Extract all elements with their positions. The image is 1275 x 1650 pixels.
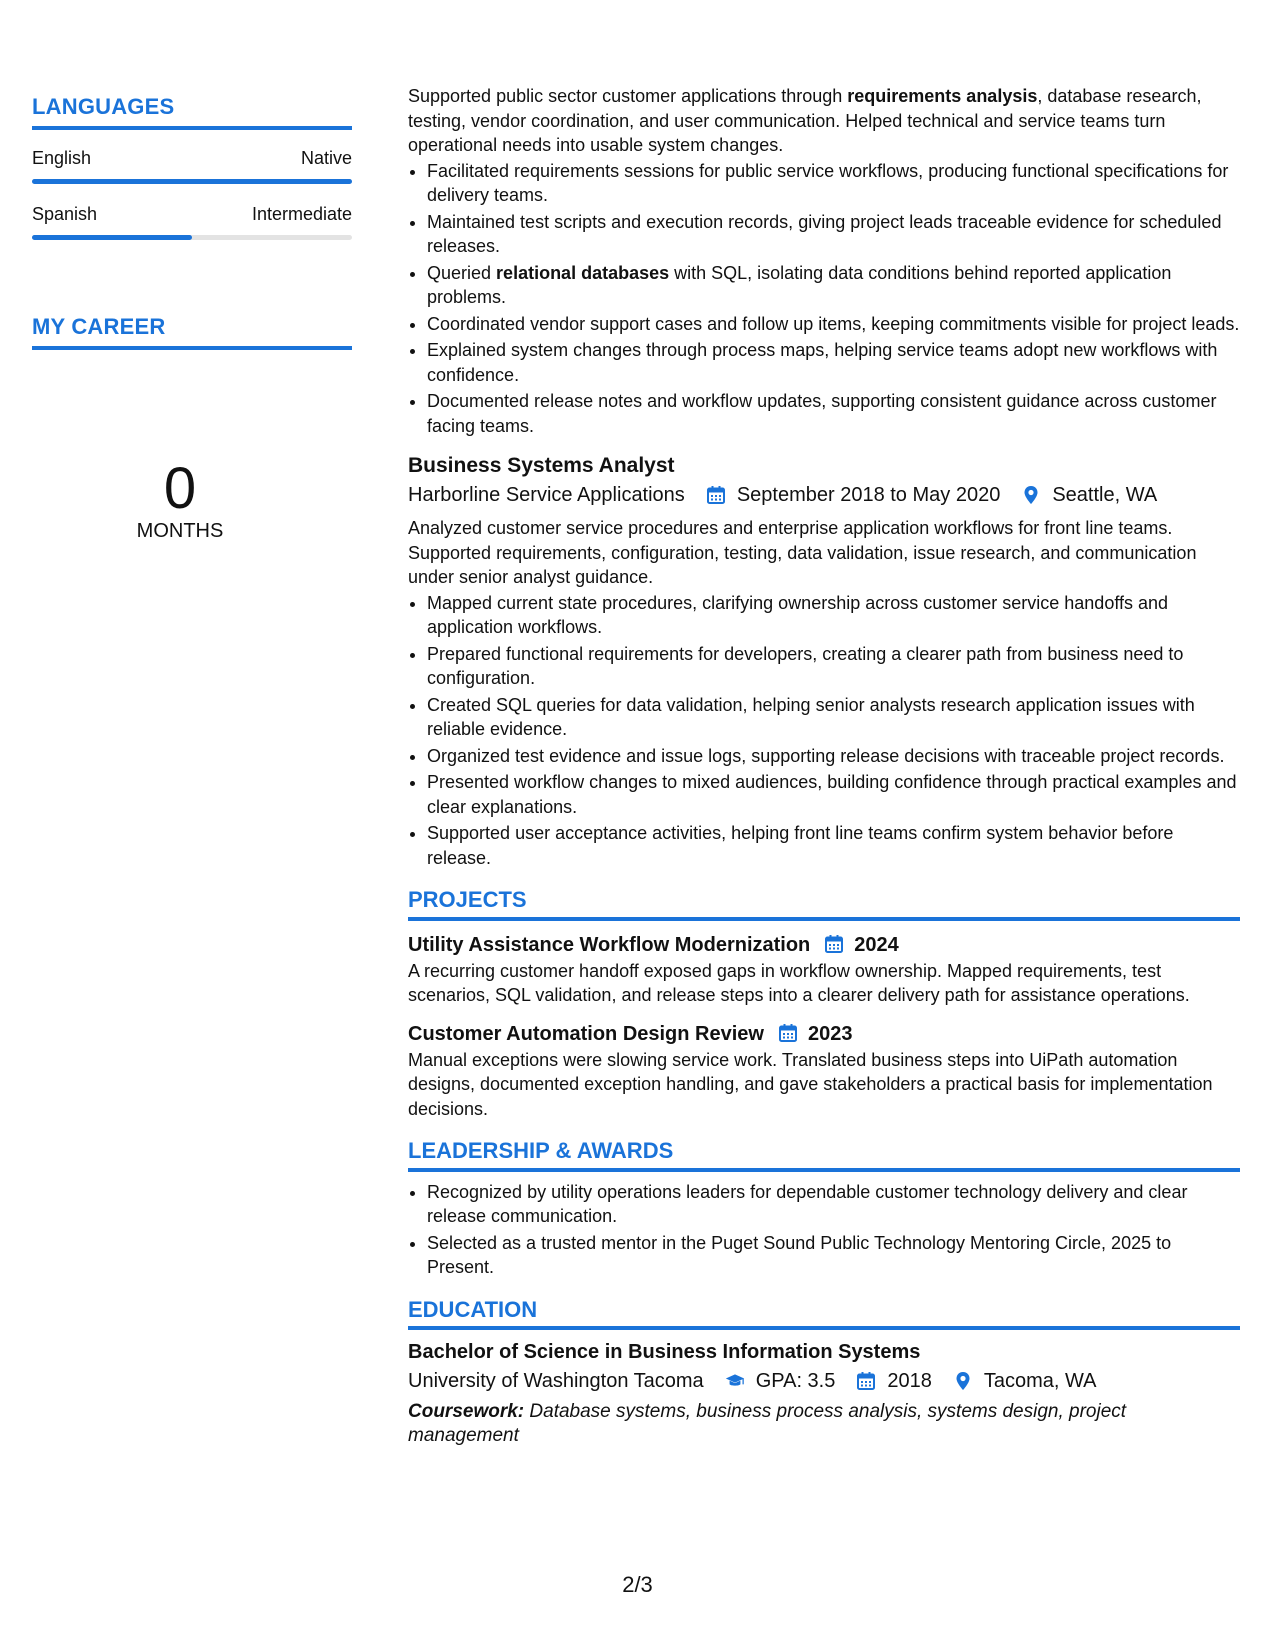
sidebar: [32, 94, 352, 543]
language-item: [32, 148, 352, 184]
job-bullet: • Created SQL queries for data validation, helping senior analysts research application issues with reliable evidence.: [427, 693, 1240, 742]
project-description: Manual exceptions were slowing service work. Translated business steps into UiPath automation designs, documented exception handling, and gave stakeholders a practical basis for implementation decisions.: [408, 1049, 1213, 1119]
leadership-heading: LEADERSHIP & AWARDS: [408, 1139, 1240, 1172]
job-bullet: • Supported user acceptance activities, helping front line teams confirm system behavior before release.: [427, 821, 1240, 870]
graduation-cap-icon: [724, 1370, 746, 1392]
job-meta: [408, 480, 1240, 510]
bullet-text: Queried: [427, 262, 497, 283]
calendar-icon: [705, 484, 727, 506]
coursework: [408, 1400, 1240, 1448]
project-name: Customer Automation Design Review: [408, 1022, 764, 1045]
leadership-bullet: • Selected as a trusted mentor in the Puget Sound Public Technology Mentoring Circle, 2025 to Present.: [427, 1231, 1240, 1280]
map-pin-icon: [952, 1370, 974, 1392]
language-level: Native: [300, 148, 352, 168]
summary-text: Supported public sector customer applications through: [408, 86, 848, 106]
company-name: Harborline Service Applications: [408, 484, 685, 506]
leadership-bullet: • Recognized by utility operations leaders for dependable customer technology delivery and clear release communication.: [427, 1180, 1240, 1229]
job-bullet: [427, 261, 1240, 310]
calendar-icon: [778, 1023, 800, 1045]
summary-keyword: requirements analysis: [847, 86, 1038, 106]
project-title: [408, 931, 1240, 959]
school-name: University of Washington Tacoma: [408, 1370, 704, 1392]
project-description: A recurring customer handoff exposed gaps in workflow ownership. Mapped requirements, test scenarios, SQL validation, and release steps into a clearer delivery path for assistance operations.: [408, 960, 1190, 1005]
bullet-keyword: relational databases: [496, 262, 670, 283]
languages-heading: LANGUAGES: [32, 94, 352, 130]
job-dates: September 2018 to May 2020: [736, 484, 1001, 506]
main-content: [408, 84, 1240, 1448]
career-duration: [32, 456, 328, 543]
education-heading: EDUCATION: [408, 1298, 1240, 1331]
job-bullet: • Facilitated requirements sessions for public service workflows, producing functional specifications for delivery teams.: [427, 159, 1240, 208]
map-pin-icon: [1020, 484, 1042, 506]
job-location: Seattle, WA: [1052, 484, 1158, 506]
language-item: [32, 204, 352, 240]
job-bullet: • Organized test evidence and issue logs, supporting release decisions with traceable project records.: [427, 744, 1240, 769]
projects-heading: PROJECTS: [408, 888, 1240, 921]
job-summary: Analyzed customer service procedures and enterprise application workflows for front line teams. Supported requirements, configuration, testing, data validation, issue research, and communication under senior analyst guidance.: [408, 518, 1197, 587]
calendar-icon: [855, 1370, 877, 1392]
bullet-text: with SQL, isolating data conditions behind reported application problems.: [427, 262, 1172, 307]
graduation-year: 2018: [887, 1370, 932, 1392]
degree-title: Bachelor of Science in Business Information Systems: [408, 1341, 921, 1363]
job-bullet: • Prepared functional requirements for developers, creating a clearer path from business need to configuration.: [427, 642, 1240, 691]
page-number: 2/3: [622, 1572, 653, 1597]
school-location: Tacoma, WA: [983, 1370, 1097, 1392]
job-bullet: • Explained system changes through process maps, helping service teams adopt new workflows with confidence.: [427, 338, 1240, 387]
career-unit: MONTHS: [136, 520, 224, 542]
project-name: Utility Assistance Workflow Modernization: [408, 933, 811, 956]
job-title: Business Systems Analyst: [408, 454, 675, 477]
coursework-text: Database systems, business process analysis, systems design, project management: [408, 1401, 1127, 1446]
job-bullets: [408, 159, 1240, 439]
language-proficiency-bar: [32, 179, 352, 184]
project-year: 2023: [807, 1022, 853, 1045]
job-bullet: • Documented release notes and workflow updates, supporting consistent guidance across customer facing teams.: [427, 389, 1240, 438]
summary-text: , database research, testing, vendor coordination, and user communication. Helped technical and service teams turn operational needs into usable system changes.: [408, 86, 1202, 155]
calendar-icon: [824, 934, 846, 956]
career-heading: MY CAREER: [32, 314, 352, 350]
language-name: English: [32, 148, 92, 168]
job-bullet: • Presented workflow changes to mixed audiences, building confidence through practical examples and clear explanations.: [427, 770, 1240, 819]
job-bullet: • Coordinated vendor support cases and follow up items, keeping commitments visible for project leads.: [427, 312, 1240, 337]
gpa: GPA: 3.5: [755, 1370, 836, 1392]
project-year: 2024: [854, 933, 899, 956]
language-proficiency-fill: [32, 179, 352, 184]
project-title: [408, 1020, 1240, 1048]
education-meta: [408, 1366, 1240, 1396]
language-name: Spanish: [32, 204, 98, 224]
job-summary: [408, 84, 1240, 158]
leadership-bullets: [408, 1180, 1240, 1280]
coursework-label: Coursework:: [408, 1401, 525, 1422]
job-bullet: • Maintained test scripts and execution records, giving project leads traceable evidence for scheduled releases.: [427, 210, 1240, 259]
language-level: Intermediate: [251, 204, 352, 224]
language-proficiency-bar: [32, 235, 352, 240]
job-bullet: • Mapped current state procedures, clarifying ownership across customer service handoffs and application workflows.: [427, 591, 1240, 640]
language-proficiency-fill: [32, 235, 192, 240]
job-bullets: [408, 591, 1240, 871]
career-value: 0: [163, 456, 197, 521]
